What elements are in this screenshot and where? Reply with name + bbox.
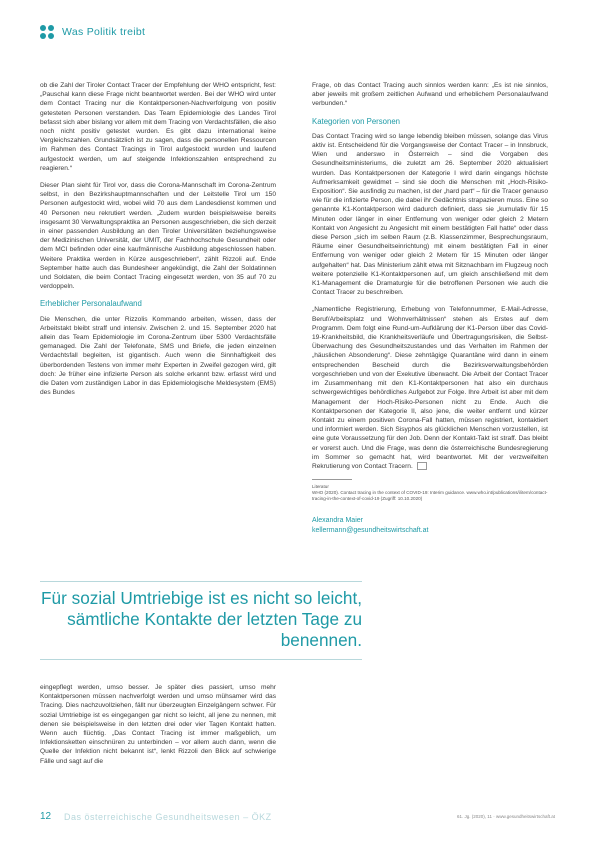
page-footer: [40, 811, 555, 825]
paragraph: Das Contact Tracing wird so lange lebendig bleiben müssen, solange das Virus aktiv ist. Entscheidend für die Vorgangsweise der Contact Tracer – in Innsbruck, Wien und anderswo in Österreich – sind die Vorgaben des Gesundheitsministeriums, die zuletzt am 26. September 2020 aktualisiert wurden. Das Kontaktpersonen der Kategorie I wird darin eingangs höchste Aufmerksamkeit gewidmet – sind sie doch die Menschen mit „Hoch-Risiko-Exposition“. Sie ausfindig zu machen, ist der „hard part“ – für die Tracer genauso wie für die infizierte Person, die dabei ihr Gedächtnis strapazieren muss. Eine so genannte K1-Kontaktperson wird dadurch definiert, dass sie „kumulativ für 15 Minuten oder länger in einer Entfernung von weniger oder gleich 2 Metern Kontakt von Angesicht zu Angesicht mit einem bestätigten Fall hatte“ oder dass diese Person „sich im selben Raum (z.B. Klassenzimmer, Besprechungsraum, Räume einer Gesundheitseinrichtung) mit einem bestätigten Fall in einer Entfernung von weniger oder gleich 2 Metern für 15 Minuten oder länger aufgehalten“ hat. Das Ministerium zählt etwa mit Sitznachbarn im Flugzeug noch weitere potenzielle K1-Kontaktpersonen auf, um gleich anschließend mit dem K1-Management die Dramaturgie für die betroffenen Personen wie auch die Contact Tracer zu beschreiben.: [312, 132, 548, 297]
footnote-label: Literatur: [312, 484, 329, 490]
paragraph: [312, 305, 548, 471]
section-dots-icon: [40, 25, 54, 39]
footnote-divider: [312, 479, 352, 480]
author-name: Alexandra Maier: [312, 517, 363, 525]
right-column: [312, 81, 548, 535]
paragraph: Dieser Plan sieht für Tirol vor, dass die Corona-Mannschaft im Corona-Zentrum selbst, in den Bezirkshauptmannschaften und der Leitstelle Tirol um 150 Personen aufgestockt wird, wobei wild 70 aus dem Landesdienst kommen und 40 Personen neu rekrutiert werden. „Zudem wurden beispielsweise bereits insgesamt 30 Verwaltungspraktika an Personen ausgeschrieben, die sich derzeit in einer passenden Ausbildung an den Tiroler Universitäten beziehungsweise der Medizinischen Universität, der UMIT, der Fachhochschule Gesundheit oder dem MCI befinden oder eine kaufmännische Ausbildung abgeschlossen haben. Weitere Praktika werden in Kürze ausgeschrieben“, zählt Rizzoli auf. Ende September hatte auch das Bundesheer angekündigt, die Zahl der Soldatinnen und Soldaten, die beim Contact Tracing eingesetzt werden, von 35 auf 70 zu verdoppeln.: [40, 182, 276, 291]
page-number: 12: [40, 811, 52, 822]
pull-quote: Für sozial Umtriebige ist es nicht so leicht, sämtliche Kontakte der letzten Tage zu benennen.: [40, 581, 362, 660]
footnote: WHO (2020). Contact tracing in the context of COVID-19: Interim guidance. www.who.int/publications/i/item/contact-tracing-in-the-context-of-covid-19 (Zugriff: 10.10.2020): [312, 490, 548, 502]
subheading: Kategorien von Personen: [312, 116, 400, 126]
paragraph: Die Menschen, die unter Rizzolis Kommando arbeiten, wissen, dass der Arbeitstakt bleibt straff und intensiv. Zwischen 2. und 15. September 2020 hat allein das Team Epidemiologie im Corona-Zentrum über 5300 Verdachtsfälle gemanaged. Die Zahl der Telefonate, SMS und Briefe, die jeden einzelnen Verdachtsfall begleiten, ist gigantisch. Auch wenn die Sinnhaftigkeit des überbordenden Testens von immer mehr Experten in Zweifel gezogen wird, gilt doch: Je früher eine infizierte Person als solche erkannt bzw. erfasst wird und die Daten vom zuständigen Labor in das Epidemiologische Meldesystem (EMS) des Bundes: [40, 315, 276, 397]
page-header: [40, 25, 145, 39]
end-of-article-icon: [417, 462, 427, 470]
paragraph-text: „Namentliche Registrierung, Erhebung von Telefonnummer, E-Mail-Adresse, Beruf/Arbeitsplatz und Wohnverhältnissen“ stehen als Erstes auf dem Programm. Dem folgt eine Rund-um-Aufklärung der K1-Person über das Covid-19-Krankheitsbild, die Krankheitsverläufe und Übertragungsrisiken, die Selbst-Überwachung des Gesundheitszustandes und das Verhalten im Rahmen der „häuslichen Absonderung“. Diese zehntägige Quarantäne wird dann in einem entsprechenden Bescheid durch die Bezirksverwaltungsbehörden vorgeschrieben und von der Exekutive überwacht. Die Arbeit der Contact Tracer im Zusammenhang mit den K1-Kontaktpersonen hat also ein durchaus schwergewichtiges behördliches Aufgebot zur Folge. Ihre Arbeit ist aber mit dem Management der Hoch-Risiko-Personen nicht zu Ende. Auch die Kontaktpersonen der Kategorie II, also jene, die weiter entfernt und kürzer Kontakt zu einem positiven Corona-Fall hatten, müssen registriert, kontaktiert und informiert werden. Sich Sisyphos als glücklichen Menschen vorzustellen, ist eine gute Voraussetzung für den Job. Denn der Kontakt-Takt ist straff. Das bleibt er vorerst auch. Und die Frage, was denn die österreichische Bundesregierung im Sommer so gemacht hat, wird beantwortet. Mit der verzweifelten Rekrutierung von Contact Tracern.: [312, 306, 548, 470]
subheading: Erheblicher Personalaufwand: [40, 299, 142, 309]
author-email[interactable]: kellermann@gesundheitswirtschaft.at: [312, 526, 429, 534]
left-column: [40, 81, 276, 406]
paragraph: Frage, ob das Contact Tracing auch sinnlos werden kann: „Es ist nie sinnlos, aber jeweils mit großem zeitlichen Aufwand und erheblichem Personalaufwand verbunden.“: [312, 82, 548, 108]
publication-title: Das österreichische Gesundheitswesen – ÖKZ: [64, 812, 272, 822]
issue-info: 61. Jg. (2020), 11 · www.gesundheitswirtschaft.at: [457, 814, 555, 819]
paragraph: eingepflegt werden, umso besser. Je später dies passiert, umso mehr Kontaktpersonen müssen nachverfolgt werden und umso mühsamer wird das Tracing. Dies nachzuvollziehen, fällt nur überzeugten Einzelgängern schwer. Für sozial Umtriebige ist es eingegangen gar nicht so leicht, all jene zu nennen, mit denen sie beispielsweise in den letzten drei oder vier Tagen Kontakt hatten. Wenn auch flüchtig. „Das Contact Tracing ist immer maßgeblich, um Infektionsketten einschnüren zu unterbinden – vor allem auch dann, wenn die Quelle der Infektion nicht bekannt ist“, lenkt Rizzoli den Blick auf schwierige Fälle und sagt auf die: [40, 684, 276, 765]
section-label: Was Politik treibt: [62, 26, 146, 38]
left-column-continued: [40, 683, 276, 774]
paragraph: ob die Zahl der Tiroler Contact Tracer der Empfehlung der WHO entspricht, fest: „Pauschal kann diese Frage nicht beantwortet werden. Bei der WHO wird unter dem Contact Tracing nur die Kontaktpersonen-Nachverfolgung von positiv getesteten Personen verstanden. Das Team Epidemiologie des Landes Tirol befasst sich aber bislang vor allem mit dem Tracing von Verdachtsfällen, die also noch nicht positiv getestet wurden. Es gibt dazu international keine Vergleichszahlen. Grundsätzlich ist zu sagen, dass die personellen Ressourcen im Rahmen des Contact Tracings in Tirol aufgestockt wurden und laufend aufgestockt werden, um auf steigende Infektionszahlen entsprechend zu reagieren.“: [40, 82, 276, 172]
author-block: [312, 516, 548, 535]
